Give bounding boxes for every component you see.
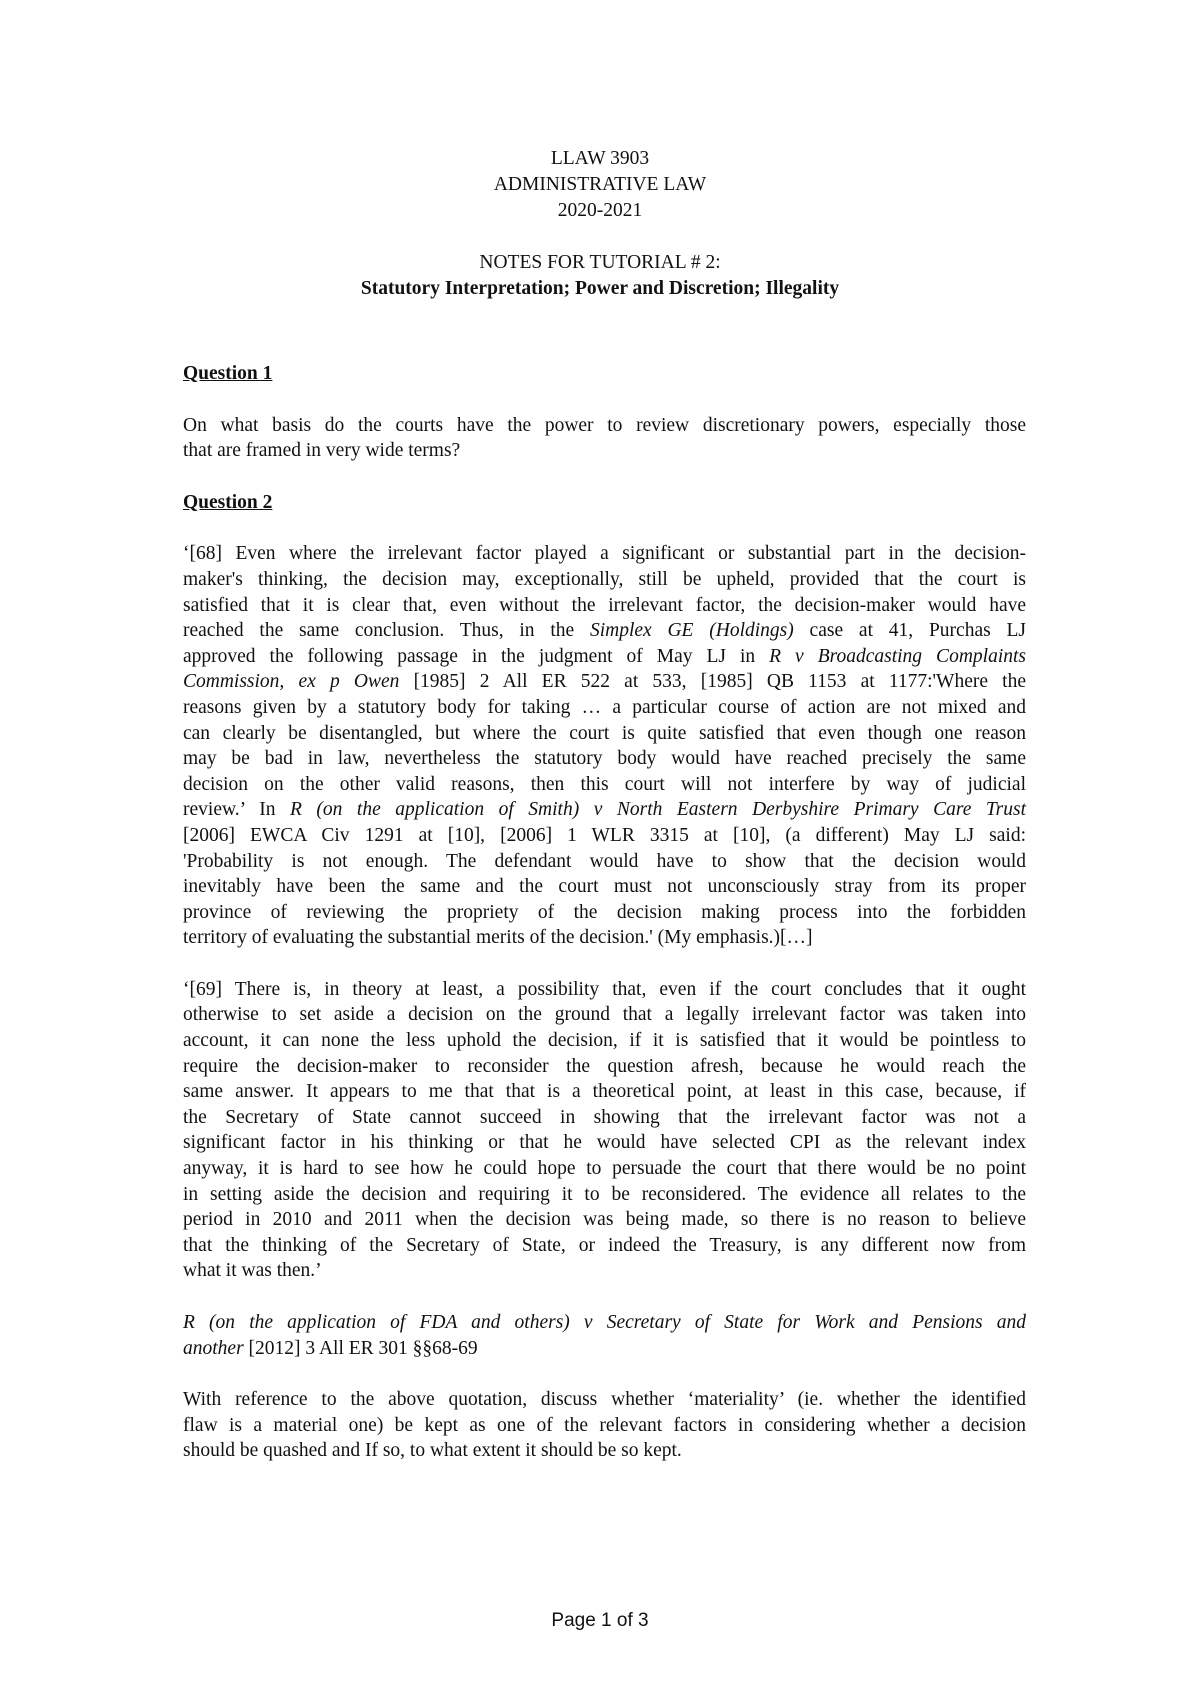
document-header bbox=[0, 146, 1200, 302]
text-line: satisfied that it is clear that, even without the irrelevant factor, the decision-maker would have bbox=[183, 594, 1026, 616]
case-citation bbox=[183, 1310, 1026, 1361]
question-1-heading: Question 1 bbox=[183, 363, 273, 384]
text-line: period in 2010 and 2011 when the decision was being made, so there is no reason to believe bbox=[183, 1209, 1026, 1231]
quotation-paragraph-69 bbox=[183, 977, 1026, 1284]
case-name: R v Broadcasting Complaints bbox=[769, 645, 1026, 667]
text-line: that the thinking of the Secretary of State, or indeed the Treasury, is any different now from bbox=[183, 1234, 1026, 1256]
text-run: approved the following passage in the judgment of May LJ in bbox=[183, 645, 770, 667]
academic-year: 2020-2021 bbox=[557, 200, 643, 221]
text-line: province of reviewing the propriety of the decision making process into the forbidden bbox=[183, 901, 1026, 923]
text-run: reached the same conclusion. Thus, in the bbox=[183, 620, 590, 642]
course-name: ADMINISTRATIVE LAW bbox=[493, 174, 707, 195]
text-line bbox=[183, 797, 1026, 823]
text-line: On what basis do the courts have the power to review discretionary powers, especially those bbox=[183, 414, 1026, 436]
text-run: case at 41, Purchas LJ bbox=[793, 620, 1026, 642]
question-2-heading: Question 2 bbox=[183, 491, 273, 513]
text-line: may be bad in law, nevertheless the statutory body would have reached precisely the same bbox=[183, 748, 1026, 770]
text-line: anyway, it is hard to see how he could hope to persuade the court that there would be no point bbox=[183, 1158, 1026, 1180]
text-run: review.’ In bbox=[183, 799, 290, 821]
document-body bbox=[183, 361, 1026, 1490]
case-name: R (on the application of FDA and others) v Secretary of State for Work and Pensions and bbox=[183, 1312, 1026, 1333]
text-line: significant factor in his thinking or that he would have selected CPI as the relevant index bbox=[183, 1132, 1026, 1154]
case-name: R (on the application of Smith) v North Eastern Derbyshire Primary Care Trust bbox=[289, 799, 1026, 821]
text-line: With reference to the above quotation, discuss whether ‘materiality’ (ie. whether the identified bbox=[183, 1389, 1026, 1411]
text-line: should be quashed and If so, to what extent it should be so kept. bbox=[183, 1440, 682, 1462]
text-line: that are framed in very wide terms? bbox=[183, 440, 461, 462]
tutorial-title: NOTES FOR TUTORIAL # 2: bbox=[479, 252, 721, 273]
question-1-text bbox=[183, 413, 1026, 464]
text-line: inevitably have been the same and the court must not unconsciously stray from its proper bbox=[183, 876, 1026, 898]
text-line: decision on the other valid reasons, then this court will not interfere by way of judicial bbox=[183, 773, 1026, 795]
text-run: [2012] 3 All ER 301 §§68-69 bbox=[243, 1337, 478, 1359]
case-name: another bbox=[183, 1337, 244, 1359]
text-line: account, it can none the less uphold the decision, if it is satisfied that it would be pointless to bbox=[183, 1030, 1026, 1052]
text-line: can clearly be disentangled, but where the court is quite satisfied that even though one reason bbox=[183, 722, 1026, 744]
text-line: maker's thinking, the decision may, exceptionally, still be upheld, provided that the court is bbox=[183, 568, 1026, 590]
question-2-prompt bbox=[183, 1387, 1026, 1464]
quotation-paragraph-68 bbox=[183, 541, 1026, 951]
text-line: ‘[69] There is, in theory at least, a possibility that, even if the court concludes that it ought bbox=[183, 978, 1026, 1000]
text-line: require the decision-maker to reconsider the question afresh, because he would reach the bbox=[183, 1055, 1026, 1077]
text-line: in setting aside the decision and requiring it to be reconsidered. The evidence all relates to the bbox=[183, 1183, 1026, 1205]
case-name: Commission, ex p Owen bbox=[183, 671, 400, 693]
text-line bbox=[183, 669, 1026, 695]
text-line: reasons given by a statutory body for taking … a particular course of action are not mixed and bbox=[183, 696, 1026, 718]
text-line: otherwise to set aside a decision on the ground that a legally irrelevant factor was taken into bbox=[183, 1004, 1026, 1026]
text-line: flaw is a material one) be kept as one of the relevant factors in considering whether a decision bbox=[183, 1414, 1026, 1436]
text-line: 'Probability is not enough. The defendant would have to show that the decision would bbox=[183, 850, 1026, 872]
text-line bbox=[183, 1336, 1026, 1362]
text-line: ‘[68] Even where the irrelevant factor played a significant or substantial part in the decision- bbox=[183, 543, 1026, 565]
case-name: Simplex GE (Holdings) bbox=[589, 620, 794, 642]
text-line bbox=[183, 1310, 1026, 1336]
text-line: what it was then.’ bbox=[183, 1260, 322, 1282]
text-line bbox=[183, 644, 1026, 670]
text-line: same answer. It appears to me that that is a theoretical point, at least in this case, because, if bbox=[183, 1081, 1026, 1103]
text-line bbox=[183, 618, 1026, 644]
text-run: [1985] 2 All ER 522 at 533, [1985] QB 1153 at 1177:'Where the bbox=[399, 671, 1026, 693]
text-line: territory of evaluating the substantial merits of the decision.' (My emphasis.)[…] bbox=[183, 927, 813, 949]
text-line: the Secretary of State cannot succeed in showing that the irrelevant factor was not a bbox=[183, 1106, 1026, 1128]
tutorial-subtitle: Statutory Interpretation; Power and Discretion; Illegality bbox=[360, 278, 840, 299]
page-number: Page 1 of 3 bbox=[551, 1610, 649, 1631]
text-line: [2006] EWCA Civ 1291 at [10], [2006] 1 WLR 3315 at [10], (a different) May LJ said: bbox=[183, 824, 1026, 846]
course-code: LLAW 3903 bbox=[550, 148, 650, 169]
